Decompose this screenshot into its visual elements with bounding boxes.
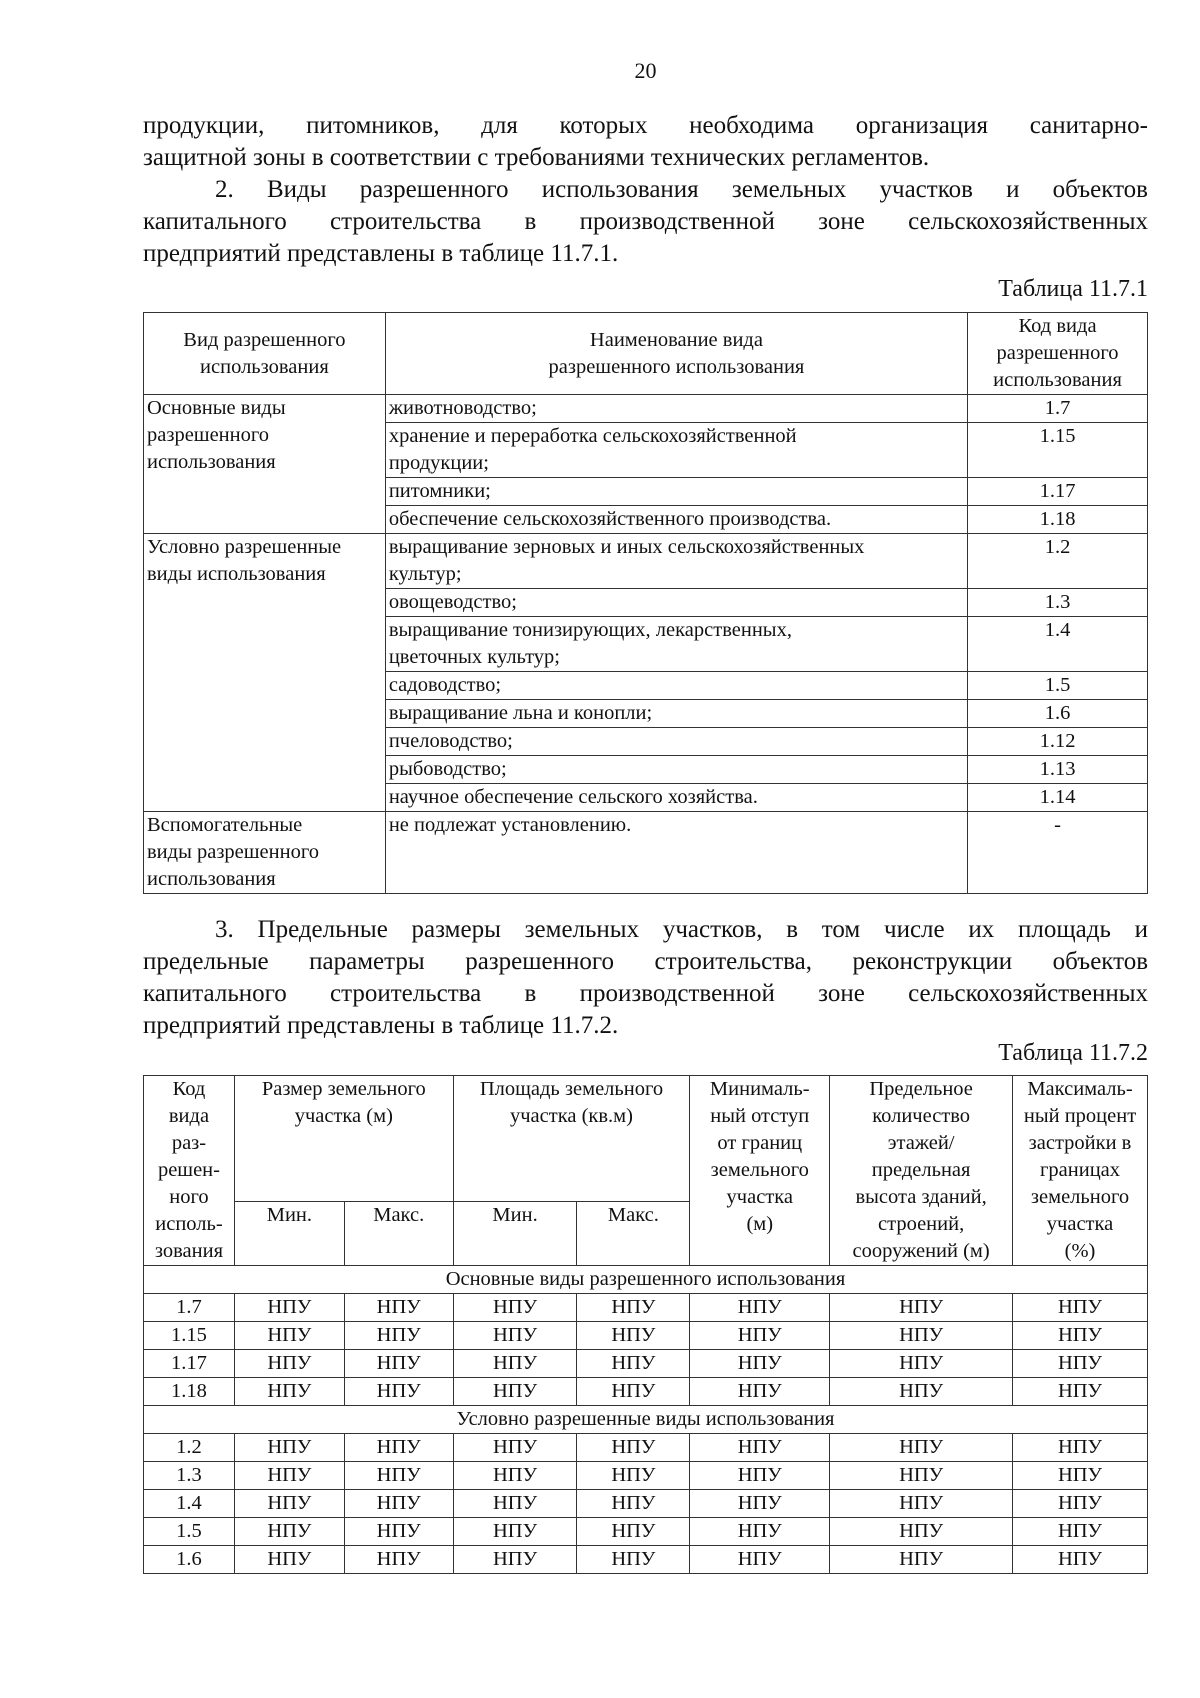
cell-value: НПУ [830,1518,1013,1546]
cell-value: НПУ [830,1294,1013,1322]
header-line: Минималь- [709,1078,810,1100]
cell-value: НПУ [690,1490,830,1518]
col-header-plot-size [234,1076,453,1202]
cell-value: НПУ [690,1518,830,1546]
col-header-size-max: Макс. [344,1201,453,1265]
usage-name-line: продукции; [388,452,489,474]
col-header-area-max: Макс. [577,1201,690,1265]
intro-paragraph [143,110,1148,174]
table1-caption: Таблица 11.7.1 [998,276,1148,302]
usage-code: 1.5 [968,672,1148,700]
cell-value: НПУ [453,1434,577,1462]
cell-value: НПУ [1013,1490,1148,1518]
header-line: участка [1046,1213,1114,1235]
usage-name [385,700,967,728]
usage-name [385,784,967,812]
group-label [144,395,386,534]
cell-value: НПУ [344,1322,453,1350]
usage-code: - [968,812,1148,894]
cell-value: НПУ [690,1294,830,1322]
cell-value: НПУ [453,1546,577,1574]
header-line: использования [993,369,1122,391]
group-label-line: виды использования [147,563,326,585]
header-line: застройки в [1028,1132,1132,1154]
col-header-usage-name [385,313,967,395]
cell-value: НПУ [453,1294,577,1322]
header-line: земельного [710,1159,809,1181]
table-row [144,1518,1148,1546]
usage-name-line: питомники; [388,480,491,502]
header-line: количество [872,1105,971,1127]
header-line: участка (м) [294,1105,393,1127]
paragraph-line: предприятий представлены в таблице 11.7.2. [143,1012,619,1039]
usage-name-line: животноводство; [388,397,537,419]
usage-name-line: научное обеспечение сельского хозяйства. [388,786,758,808]
usage-name-line: обеспечение сельскохозяйственного производства. [388,508,832,530]
header-line: зования [154,1240,224,1262]
cell-value: НПУ [344,1462,453,1490]
cell-value: НПУ [234,1546,344,1574]
cell-value: НПУ [690,1322,830,1350]
cell-value: НПУ [344,1546,453,1574]
table-row [144,1378,1148,1406]
cell-value: НПУ [577,1294,690,1322]
usage-name-line: выращивание зерновых и иных сельскохозяйственных [388,536,865,558]
usage-code: 1.15 [968,423,1148,478]
cell-value: НПУ [690,1350,830,1378]
usage-name-line: пчеловодство; [388,730,513,752]
usage-name-line: выращивание льна и конопли; [388,702,653,724]
table2-caption: Таблица 11.7.2 [998,1040,1148,1066]
cell-value: НПУ [577,1434,690,1462]
header-line: Площадь земельного [479,1078,664,1100]
cell-value: НПУ [1013,1518,1148,1546]
cell-value: НПУ [344,1378,453,1406]
header-line: исполь- [155,1213,223,1235]
cell-value: НПУ [1013,1378,1148,1406]
paragraph-3 [143,914,1148,1042]
header-line: земельного [1030,1186,1130,1208]
col-header-usage-type [144,313,386,395]
header-line: Максималь- [1027,1078,1133,1100]
cell-value: НПУ [830,1462,1013,1490]
cell-value: НПУ [344,1294,453,1322]
usage-name-line: культур; [388,563,462,585]
table-row [144,1462,1148,1490]
table-row [144,1546,1148,1574]
cell-value: НПУ [344,1434,453,1462]
col-header-plot-area [453,1076,690,1202]
header-line: предельная [871,1159,971,1181]
table1-header-row [144,313,1148,395]
group-label-line: Условно разрешенные [147,536,342,558]
table-row [144,395,1148,423]
table-row [144,1490,1148,1518]
paragraph-line: предприятий представлены в таблице 11.7.1. [143,240,619,267]
usage-code: 1.6 [968,700,1148,728]
usage-code: 1.17 [144,1350,235,1378]
usage-name [385,589,967,617]
header-line: разрешенного [996,342,1119,364]
cell-value: НПУ [344,1490,453,1518]
cell-value: НПУ [1013,1462,1148,1490]
group-label-line: разрешенного [147,424,270,446]
col-header-area-min: Мин. [453,1201,577,1265]
col-header-usage-code [968,313,1148,395]
header-line: использования [200,355,329,378]
col-header-max-percent [1013,1076,1148,1266]
header-line: ного [169,1186,209,1208]
cell-value: НПУ [234,1294,344,1322]
header-line: границах [1040,1159,1121,1181]
usage-code: 1.18 [968,506,1148,534]
header-line: раз- [171,1132,207,1154]
table2-body [144,1266,1148,1574]
table-row [144,534,1148,589]
usage-code: 1.3 [968,589,1148,617]
paragraph-line: капитального строительства в производственной зоне сельскохозяйственных [143,980,1148,1007]
table-11-7-1 [143,312,1148,894]
usage-name [385,506,967,534]
usage-code: 1.2 [968,534,1148,589]
usage-code: 1.15 [144,1322,235,1350]
cell-value: НПУ [234,1490,344,1518]
usage-code: 1.7 [144,1294,235,1322]
section-title: Основные виды разрешенного использования [144,1266,1148,1294]
table-row [144,1294,1148,1322]
cell-value: НПУ [344,1518,453,1546]
usage-code: 1.3 [144,1462,235,1490]
paragraph-line: продукции, питомников, для которых необходима организация санитарно- [143,112,1148,139]
usage-code: 1.12 [968,728,1148,756]
cell-value: НПУ [234,1462,344,1490]
usage-code: 1.4 [144,1490,235,1518]
cell-value: НПУ [234,1322,344,1350]
cell-value: НПУ [1013,1350,1148,1378]
cell-value: НПУ [830,1546,1013,1574]
usage-code: 1.4 [968,617,1148,672]
paragraph-line: 2. Виды разрешенного использования земельных участков и объектов [215,176,1148,203]
header-line: решен- [157,1159,220,1181]
header-line: Наименование вида [589,328,763,351]
cell-value: НПУ [1013,1294,1148,1322]
group-label-line: использования [147,451,276,473]
usage-code: 1.13 [968,756,1148,784]
table2-header [144,1076,1148,1266]
cell-value: НПУ [1013,1434,1148,1462]
paragraph-line: предельные параметры разрешенного строительства, реконструкции объектов [143,948,1148,975]
cell-value: НПУ [344,1350,453,1378]
cell-value: НПУ [577,1462,690,1490]
cell-value: НПУ [234,1518,344,1546]
cell-value: НПУ [830,1490,1013,1518]
header-line: ный отступ [710,1105,810,1127]
col-header-max-floors [830,1076,1013,1266]
cell-value: НПУ [234,1434,344,1462]
usage-name [385,395,967,423]
cell-value: НПУ [690,1546,830,1574]
header-line: участка [726,1186,793,1208]
usage-name-line: выращивание тонизирующих, лекарственных, [388,619,792,641]
section-row [144,1406,1148,1434]
col-header-code [144,1076,235,1266]
section-title: Условно разрешенные виды использования [144,1406,1148,1434]
usage-name [385,478,967,506]
usage-code: 1.7 [968,395,1148,423]
header-line: участка (кв.м) [509,1105,633,1127]
table1-body [144,395,1148,894]
header-line: Код вида [1018,315,1097,337]
header-line: Код [172,1078,206,1100]
usage-name-line: овощеводство; [388,591,517,613]
usage-name-line: хранение и переработка сельскохозяйственной [388,425,797,447]
usage-name-line: цветочных культур; [388,646,560,668]
usage-name-line: рыбоводство; [388,758,507,780]
usage-code: 1.14 [968,784,1148,812]
usage-name-line: не подлежат установлению. [388,814,632,836]
cell-value: НПУ [690,1462,830,1490]
paragraph-line: защитной зоны в соответствии с требованиями технических регламентов. [143,144,930,171]
cell-value: НПУ [577,1546,690,1574]
cell-value: НПУ [577,1490,690,1518]
header-line: Предельное [869,1078,973,1100]
usage-code: 1.5 [144,1518,235,1546]
header-line: высота зданий, [855,1186,987,1208]
usage-name [385,672,967,700]
group-label-line: Основные виды [147,397,286,419]
table-row [144,1322,1148,1350]
cell-value: НПУ [234,1350,344,1378]
cell-value: НПУ [453,1518,577,1546]
cell-value: НПУ [830,1434,1013,1462]
col-header-min-offset [690,1076,830,1266]
usage-name-line: садоводство; [388,674,502,696]
header-line: Вид разрешенного [183,328,346,351]
cell-value: НПУ [690,1434,830,1462]
cell-value: НПУ [830,1350,1013,1378]
usage-code: 1.18 [144,1378,235,1406]
usage-name [385,534,967,589]
paragraph-line: 3. Предельные размеры земельных участков, в том числе их площадь и [215,916,1148,943]
header-line: сооружений (м) [852,1240,990,1262]
cell-value: НПУ [690,1378,830,1406]
cell-value: НПУ [453,1350,577,1378]
cell-value: НПУ [577,1350,690,1378]
table-row [144,812,1148,894]
cell-value: НПУ [577,1322,690,1350]
header-line: этажей/ [887,1132,955,1154]
paragraph-line: капитального строительства в производственной зоне сельскохозяйственных [143,208,1148,235]
group-label [144,812,386,894]
cell-value: НПУ [453,1378,577,1406]
usage-name [385,423,967,478]
usage-code: 1.2 [144,1434,235,1462]
usage-name [385,728,967,756]
cell-value: НПУ [577,1518,690,1546]
group-label-line: Вспомогательные [147,814,303,836]
usage-code: 1.6 [144,1546,235,1574]
usage-name [385,756,967,784]
header-line: Размер земельного [261,1078,426,1100]
cell-value: НПУ [830,1322,1013,1350]
table-11-7-2 [143,1075,1148,1574]
header-line: от границ [717,1132,803,1154]
header-line: (м) [746,1213,774,1235]
cell-value: НПУ [234,1378,344,1406]
paragraph-2 [143,174,1148,270]
cell-value: НПУ [577,1378,690,1406]
cell-value: НПУ [830,1378,1013,1406]
cell-value: НПУ [1013,1546,1148,1574]
group-label [144,534,386,812]
section-row [144,1266,1148,1294]
usage-name [385,617,967,672]
usage-name [385,812,967,894]
header-line: разрешенного использования [548,355,805,378]
table2-header-row [144,1076,1148,1202]
cell-value: НПУ [453,1322,577,1350]
header-line: (%) [1064,1240,1096,1262]
cell-value: НПУ [453,1490,577,1518]
page-number: 20 [634,58,657,83]
usage-code: 1.17 [968,478,1148,506]
table-row [144,1350,1148,1378]
group-label-line: использования [147,868,276,890]
group-label-line: виды разрешенного [147,841,319,863]
header-line: вида [168,1105,210,1127]
col-header-size-min: Мин. [234,1201,344,1265]
cell-value: НПУ [453,1462,577,1490]
header-line: строений, [878,1213,965,1235]
header-line: ный процент [1023,1105,1137,1127]
table-row [144,1434,1148,1462]
table1-header [144,313,1148,395]
cell-value: НПУ [1013,1322,1148,1350]
